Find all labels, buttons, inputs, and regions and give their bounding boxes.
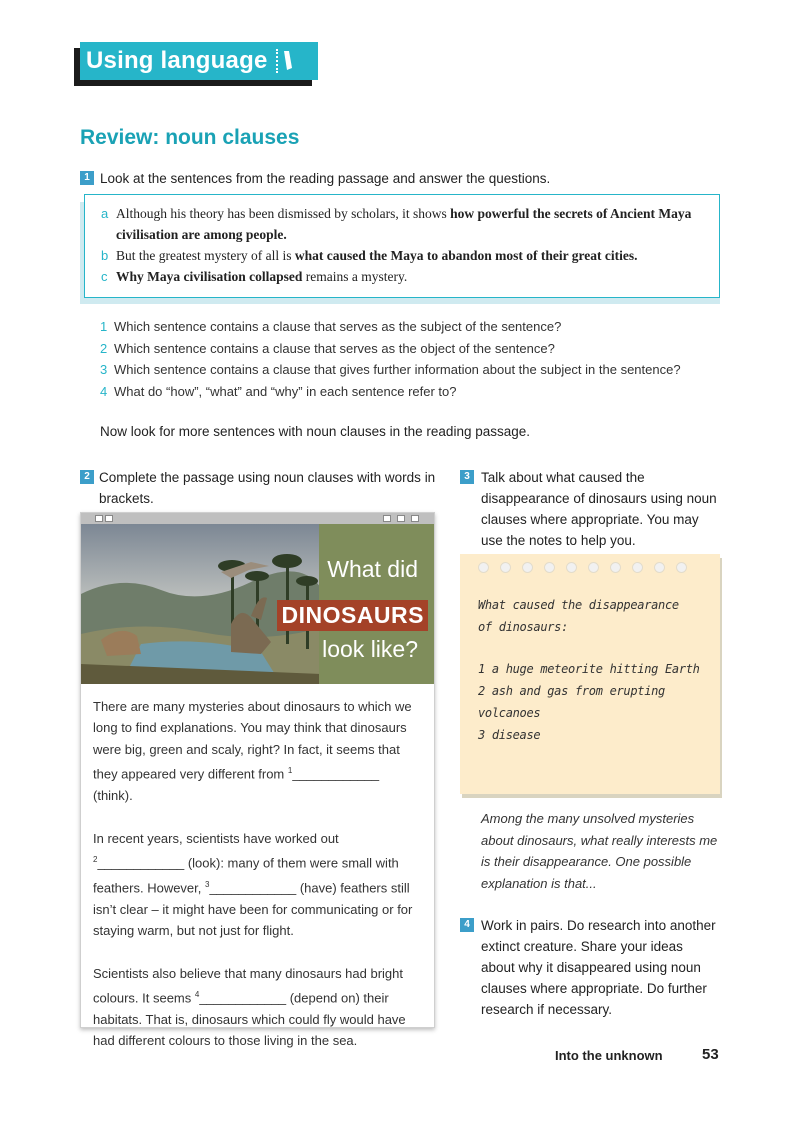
- question-list: [100, 316, 720, 402]
- activity-2-instruction: 2 Complete the passage using noun clauses with words in brackets.: [80, 467, 440, 509]
- activity-3-instruction: 3 Talk about what caused the disappearance of dinosaurs using noun clauses where appropriate. You may use the notes to help you.: [460, 467, 720, 551]
- bookmark-icon: [282, 50, 294, 72]
- question-item: 2 Which sentence contains a clause that serves as the object of the sentence?: [100, 340, 555, 356]
- note-list: [478, 658, 720, 746]
- quote-sentence-b: b But the greatest mystery of all is what caused the Maya to abandon most of their great cities.: [101, 248, 638, 263]
- example-answer: Among the many unsolved mysteries about dinosaurs, what really interests me is their disappearance. One possible explanation is that...: [481, 811, 718, 891]
- forward-icon: [105, 515, 113, 522]
- notepad-binding: [478, 562, 687, 573]
- activity-number-badge: 2: [80, 470, 94, 484]
- activity-number-badge: 3: [460, 470, 474, 484]
- follow-up-instruction: Now look for more sentences with noun clauses in the reading passage.: [100, 424, 530, 439]
- dinosaur-article-card: [80, 512, 435, 1049]
- question-item: 4 What do “how”, “what” and “why” in each sentence refer to?: [100, 383, 457, 399]
- note-item: 1 a huge meteorite hitting Earth: [478, 662, 700, 676]
- back-icon: [95, 515, 103, 522]
- blank-3[interactable]: ____________: [209, 880, 297, 896]
- notepad: [460, 554, 720, 794]
- header-title: Using language: [86, 47, 268, 74]
- paragraph-1: There are many mysteries about dinosaurs to which we long to find explanations. You may think that dinosaurs were big, green and scaly, right? In fact, it seems that they appeared very different from $^1$____________ (think).: [93, 699, 412, 803]
- window-title-bar: [81, 513, 434, 524]
- card-title-line-3: look like?: [322, 636, 418, 662]
- page-number: 53: [702, 1046, 719, 1063]
- card-title-line-1: What did: [327, 556, 418, 582]
- note-item: 3 disease: [478, 728, 541, 742]
- blank-2[interactable]: ____________: [97, 855, 185, 871]
- activity-4-instruction: 4 Work in pairs. Do research into another extinct creature. Share your ideas about why it disappeared using noun clauses where appropriate. Do further research if necessary.: [460, 915, 720, 1020]
- close-icon: [411, 515, 419, 522]
- question-item: 1 Which sentence contains a clause that serves as the subject of the sentence?: [100, 319, 562, 334]
- activity-number-badge: 1: [80, 171, 94, 185]
- paragraph-2: In recent years, scientists have worked out $^2$____________ (look): many of them were small with feathers. However, $^3$____________ (have) feathers still isn’t clear – it might have been for communicating or for staying warm, but not just for flight.: [93, 830, 413, 939]
- quote-sentence-a: a Although his theory has been dismissed by scholars, it shows how powerful the secrets of Ancient Maya civilisation are among people.: [101, 206, 692, 242]
- quote-sentence-c: c Why Maya civilisation collapsed remains a mystery.: [101, 269, 408, 284]
- question-item: 3 Which sentence contains a clause that gives further information about the subject in the sentence?: [100, 362, 681, 377]
- footer-unit-title: Into the unknown: [555, 1048, 663, 1063]
- header-divider: [276, 49, 278, 73]
- card-title-line-2: DINOSAURS: [277, 600, 428, 631]
- minimize-icon: [383, 515, 391, 522]
- note-heading: What caused the disappearance of dinosaurs:: [478, 598, 679, 634]
- dinosaur-banner: [81, 524, 434, 684]
- title-panel: [281, 524, 434, 684]
- section-title: Review: noun clauses: [80, 126, 300, 149]
- note-item: 2 ash and gas from erupting volcanoes: [478, 684, 665, 720]
- section-header: [80, 42, 318, 80]
- blank-1[interactable]: ____________: [292, 766, 380, 782]
- paragraph-3: Scientists also believe that many dinosaurs had bright colours. It seems $^4$____________ (depend on) their habitats. That is, dinosaurs which could fly would have had different colours to those living in the sea.: [93, 965, 406, 1049]
- article-body: [81, 684, 434, 1052]
- blank-4[interactable]: ____________: [199, 990, 287, 1006]
- maximize-icon: [397, 515, 405, 522]
- activity-number-badge: 4: [460, 918, 474, 932]
- quote-box: [84, 194, 720, 298]
